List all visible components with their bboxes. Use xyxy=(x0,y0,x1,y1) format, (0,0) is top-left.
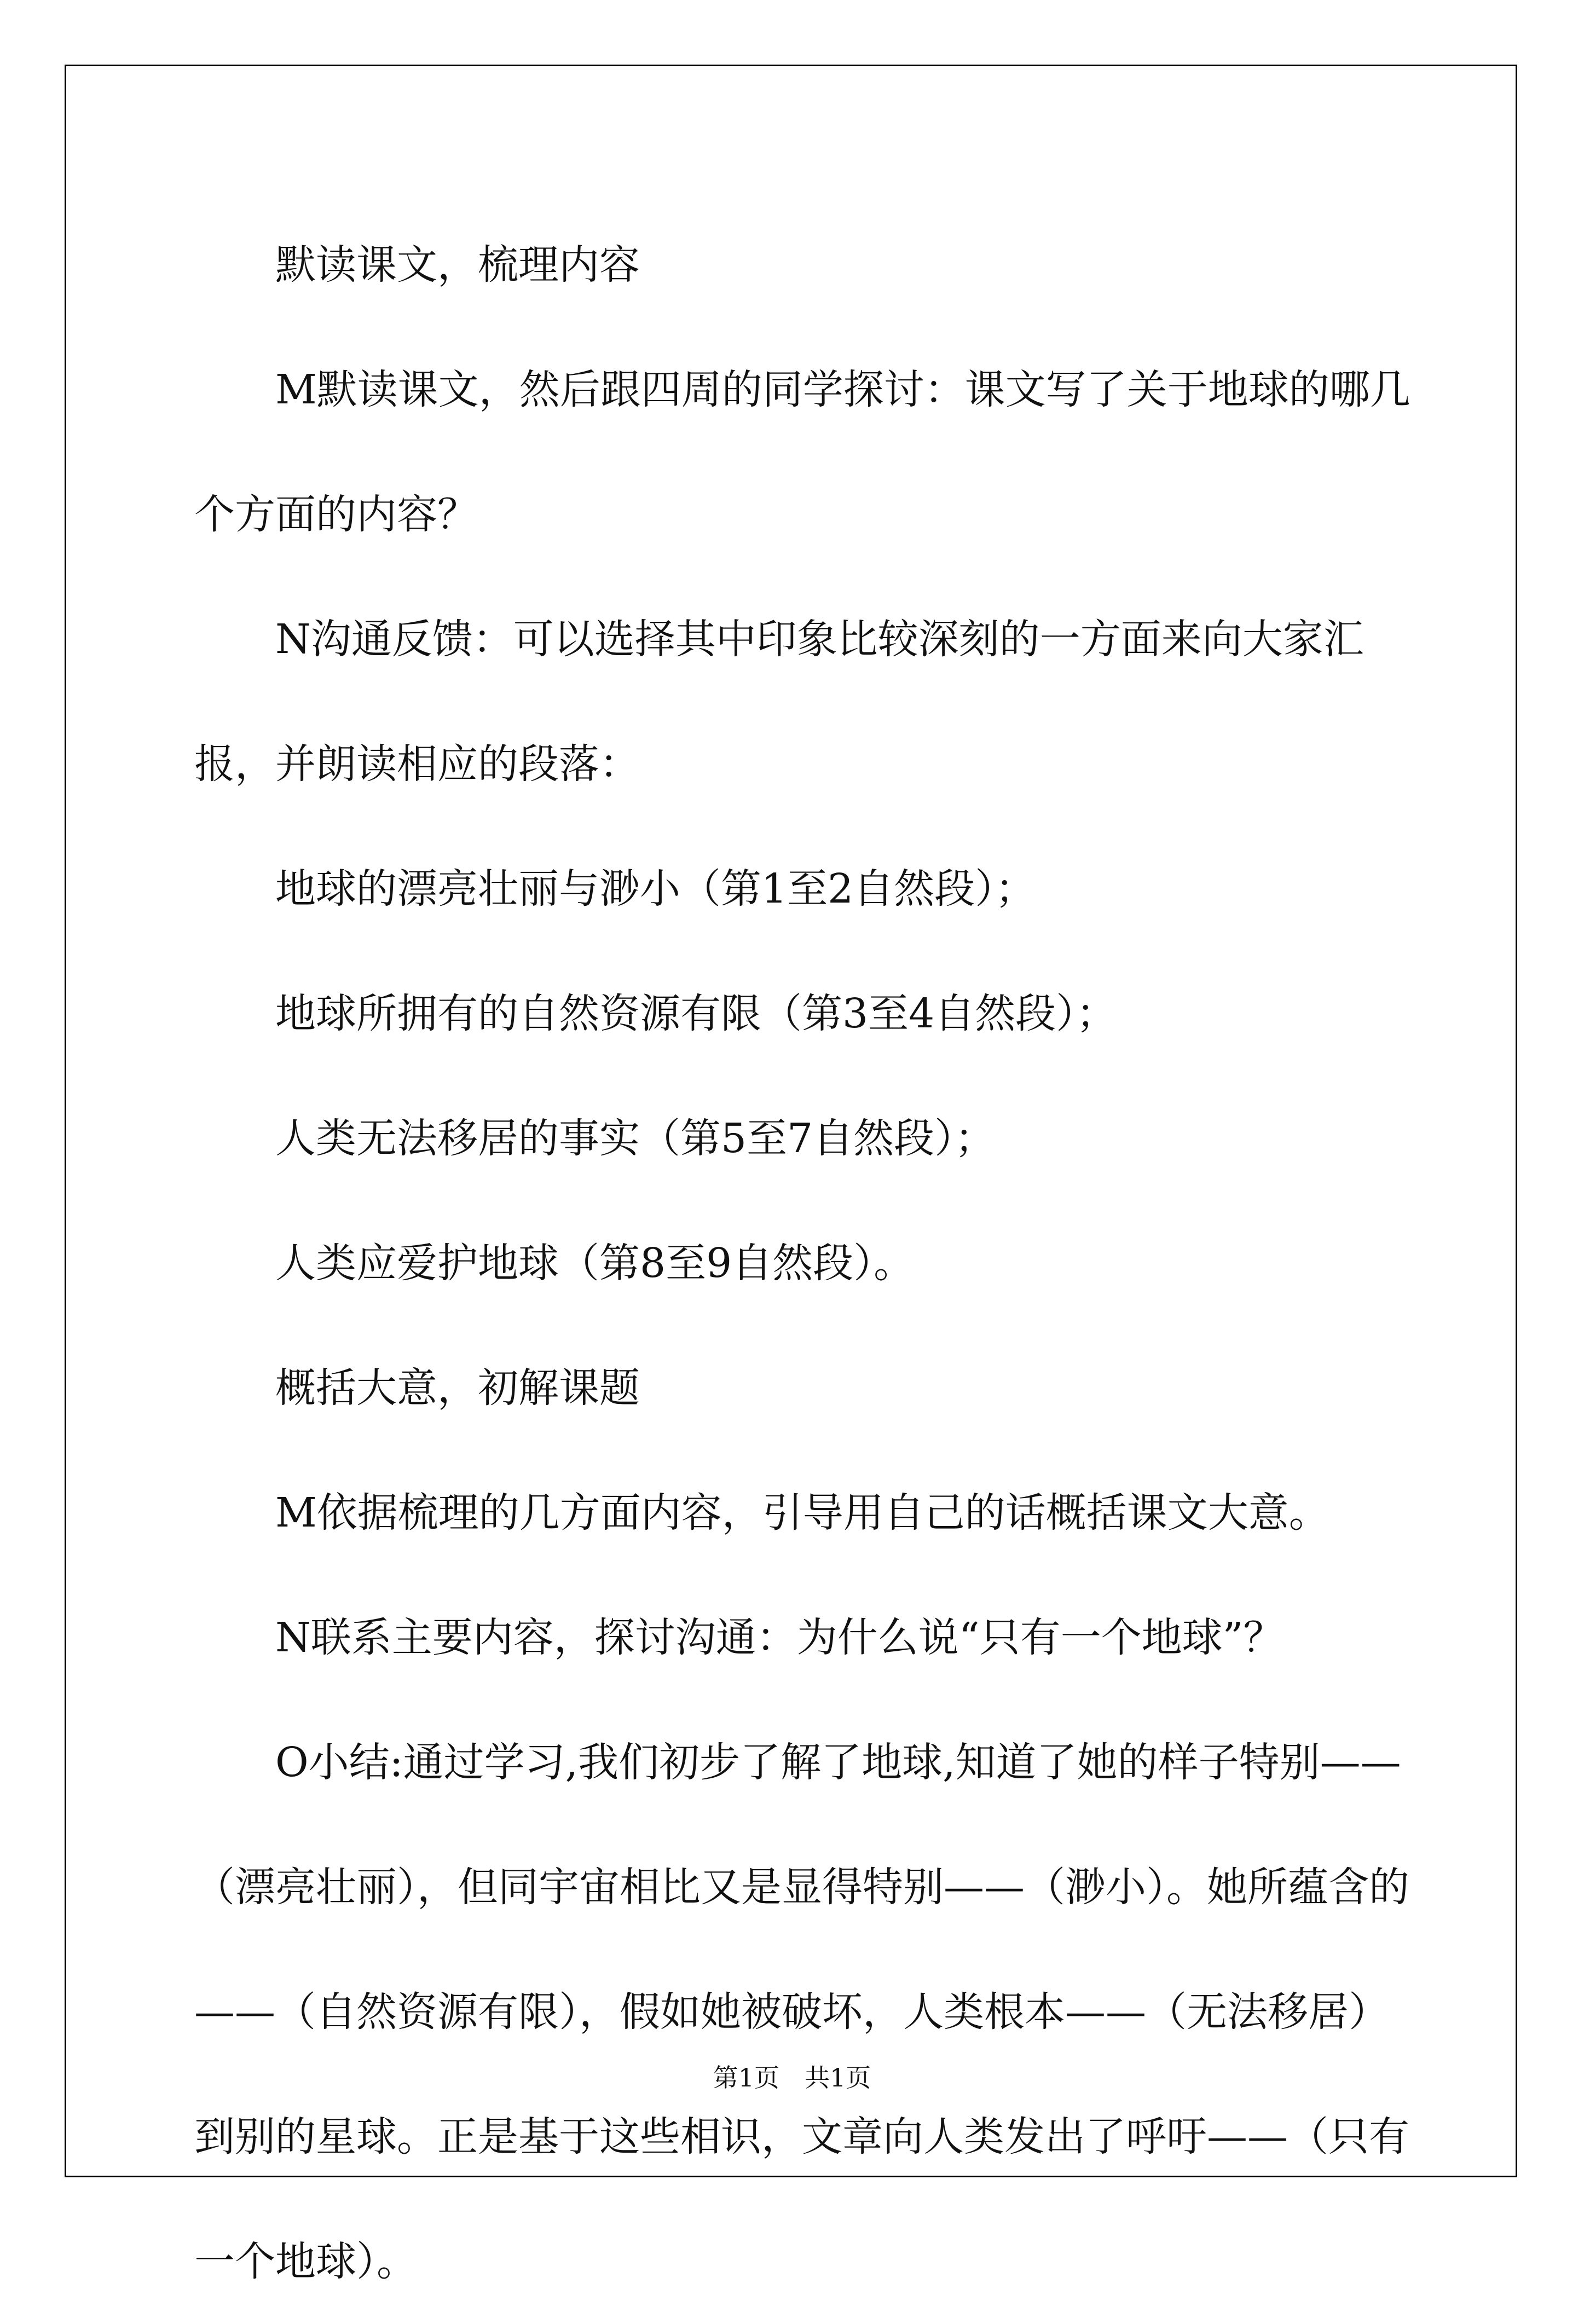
page-footer: 第1页 共1页 xyxy=(713,2063,871,2092)
list-item-resources: 地球所拥有的自然资源有限（第3至4自然段）； xyxy=(275,990,1117,1037)
list-item-protect: 人类应爱护地球（第8至9自然段）。 xyxy=(275,1240,915,1287)
paragraph-summary-m: M依据梳理的几方面内容，引导用自己的话概括课文大意。 xyxy=(275,1489,1329,1536)
list-item-relocation: 人类无法移居的事实（第5至7自然段）； xyxy=(275,1115,996,1162)
heading-read-and-sort: 默读课文，梳理内容 xyxy=(275,241,640,288)
heading-summarize: 概括大意，初解课题 xyxy=(275,1365,640,1412)
paragraph-step-m: M默读课文，然后跟四周的同学探讨：课文写了关于地球的哪几个方面的内容？ xyxy=(194,366,1410,538)
document-body xyxy=(194,203,1429,2324)
paragraph-summary-n: N联系主要内容，探讨沟通：为什么说“只有一个地球”？ xyxy=(275,1614,1284,1661)
paragraph-step-n: N沟通反馈：可以选择其中印象比较深刻的一方面来向大家汇报，并朗读相应的段落： xyxy=(194,616,1364,788)
list-item-beauty: 地球的漂亮壮丽与渺小（第1至2自然段）； xyxy=(275,865,1036,912)
paragraph-conclusion: O小结:通过学习,我们初步了解了地球,知道了她的样子特别——（漂亮壮丽），但同宇宙相比又是显得特别——（渺小）。她所蕴含的——（自然资源有限），假如她被破坏，人类根本——（无法移居）到别的星球。正是基于这些相识，文章向人类发出了呼吁——（只有一个地球）。 xyxy=(194,1739,1409,2285)
